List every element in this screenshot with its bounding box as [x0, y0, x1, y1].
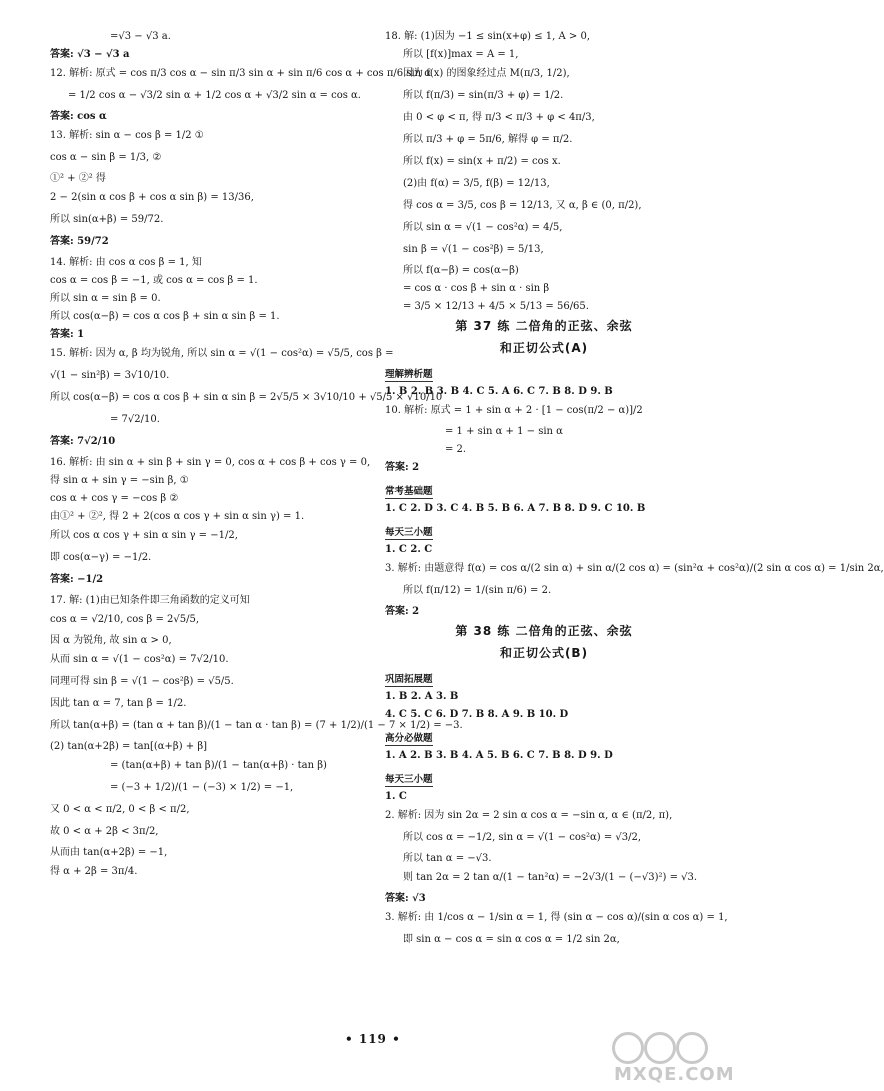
- text-line: 故 0 < α + 2β < 3π/2,: [50, 826, 159, 837]
- answer-line: 答案: 2: [385, 462, 420, 473]
- text-line: 3. 解析: 由 1/cos α − 1/sin α = 1, 得 (sin α − cos α)/(sin α cos α) = 1,: [385, 912, 728, 923]
- text-line: = (tan(α+β) + tan β)/(1 − tan(α+β) · tan β): [110, 760, 327, 771]
- right-column: [385, 30, 884, 954]
- text-line: 3. 解析: 由题意得 f(α) = cos α/(2 sin α) + sin α/(2 cos α) = (sin²α + cos²α)/(2 sin α cos α) = 1/sin 2α,: [385, 563, 884, 574]
- text-line: 因 α 为锐角, 故 sin α > 0,: [50, 635, 172, 646]
- text-line: 所以 [f(x)]max = A = 1,: [403, 49, 519, 60]
- answer-key-line: 1. C 2. C: [385, 544, 433, 555]
- text-line: 所以 sin(α+β) = 59/72.: [50, 214, 164, 225]
- page-number: • 119 •: [345, 1032, 401, 1046]
- text-line: 2. 解析: 因为 sin 2α = 2 sin α cos α = −sin α, α ∈ (π/2, π),: [385, 810, 673, 821]
- answer-key-line: 1. C: [385, 791, 407, 802]
- text-line: 所以 f(α−β) = cos(α−β): [403, 265, 519, 276]
- text-line: 即 sin α − cos α = sin α cos α = 1/2 sin 2α,: [403, 934, 620, 945]
- text-line: 所以 cos(α−β) = cos α cos β + sin α sin β = 2√5/5 × 3√10/10 + √5/5 × √10/10: [50, 392, 443, 403]
- subsection-heading: 理解辨析题: [385, 369, 433, 380]
- text-line: = 2.: [445, 444, 467, 455]
- text-line: cos α + cos γ = −cos β ②: [50, 493, 179, 504]
- subsection-heading: 每天三小题: [385, 527, 433, 538]
- text-line: = 1 + sin α + 1 − sin α: [445, 426, 563, 437]
- answer-line: 答案: 59/72: [50, 236, 109, 247]
- text-line: = 3/5 × 12/13 + 4/5 × 5/13 = 56/65.: [403, 301, 589, 312]
- text-line: 17. 解: (1)由已知条件即三角函数的定义可知: [50, 595, 250, 606]
- subsection-heading: 常考基础题: [385, 486, 433, 497]
- text-line: 由①² + ②², 得 2 + 2(cos α cos γ + sin α sin γ) = 1.: [50, 511, 305, 522]
- text-line: = (−3 + 1/2)/(1 − (−3) × 1/2) = −1,: [110, 782, 294, 793]
- text-line: 所以 tan(α+β) = (tan α + tan β)/(1 − tan α · tan β) = (7 + 1/2)/(1 − 7 × 1/2) = −3.: [50, 720, 463, 731]
- answer-line: 答案: 2: [385, 606, 420, 617]
- text-line: 同理可得 sin β = √(1 − cos²β) = √5/5.: [50, 676, 234, 687]
- text-line: √(1 − sin²β) = 3√10/10.: [50, 370, 170, 381]
- text-line: =√3 − √3 a.: [110, 31, 171, 42]
- text-line: 因为 f(x) 的图象经过点 M(π/3, 1/2),: [403, 68, 570, 79]
- answer-key-line: 1. B 2. B 3. B 4. C 5. A 6. C 7. B 8. D 9. B: [385, 386, 613, 397]
- section-title: 和正切公式(A): [499, 341, 589, 355]
- text-line: 又 0 < α < π/2, 0 < β < π/2,: [50, 804, 190, 815]
- text-line: cos α = √2/10, cos β = 2√5/5,: [50, 614, 200, 625]
- text-line: 10. 解析: 原式 = 1 + sin α + 2 · [1 − cos(π/2 − α)]/2: [385, 405, 643, 416]
- text-line: 所以 π/3 + φ = 5π/6, 解得 φ = π/2.: [403, 134, 573, 145]
- text-line: 得 cos α = 3/5, cos β = 12/13, 又 α, β ∈ (0, π/2),: [403, 200, 642, 211]
- text-line: 从而 sin α = √(1 − cos²α) = 7√2/10.: [50, 654, 229, 665]
- subsection-heading: 高分必做题: [385, 733, 433, 744]
- text-line: sin β = √(1 − cos²β) = 5/13,: [403, 244, 544, 255]
- text-line: 所以 f(π/3) = sin(π/3 + φ) = 1/2.: [403, 90, 564, 101]
- text-line: 所以 tan α = −√3.: [403, 853, 492, 864]
- text-line: 14. 解析: 由 cos α cos β = 1, 知: [50, 257, 202, 268]
- answer-line: 答案: √3 − √3 a: [50, 49, 130, 60]
- text-line: 18. 解: (1)因为 −1 ≤ sin(x+φ) ≤ 1, A > 0,: [385, 31, 590, 42]
- text-line: 因此 tan α = 7, tan β = 1/2.: [50, 698, 187, 709]
- section-title: 第 38 练 二倍角的正弦、余弦: [455, 624, 633, 638]
- watermark-ring-icon: [612, 1032, 644, 1064]
- section-title: 和正切公式(B): [499, 646, 589, 660]
- text-line: ①² + ②² 得: [50, 173, 106, 184]
- text-line: 得 sin α + sin γ = −sin β, ①: [50, 475, 189, 486]
- text-line: 15. 解析: 因为 α, β 均为锐角, 所以 sin α = √(1 − cos²α) = √5/5, cos β =: [50, 348, 394, 359]
- text-line: = cos α · cos β + sin α · sin β: [403, 283, 550, 294]
- answer-line: 答案: −1/2: [50, 574, 104, 585]
- subsection-heading: 巩固拓展题: [385, 674, 433, 685]
- text-line: 16. 解析: 由 sin α + sin β + sin γ = 0, cos α + cos β + cos γ = 0,: [50, 457, 371, 468]
- text-line: 所以 cos α cos γ + sin α sin γ = −1/2,: [50, 530, 238, 541]
- text-line: 从而由 tan(α+2β) = −1,: [50, 847, 168, 858]
- text-line: = 1/2 cos α − √3/2 sin α + 1/2 cos α + √3/2 sin α = cos α.: [68, 90, 361, 101]
- watermark-logo: [612, 1030, 740, 1088]
- answer-line: 答案: cos α: [50, 111, 107, 122]
- text-line: 所以 sin α = √(1 − cos²α) = 4/5,: [403, 222, 563, 233]
- text-line: cos α = cos β = −1, 或 cos α = cos β = 1.: [50, 275, 258, 286]
- text-line: 13. 解析: sin α − cos β = 1/2 ①: [50, 130, 204, 141]
- text-line: 得 α + 2β = 3π/4.: [50, 866, 138, 877]
- text-line: (2)由 f(α) = 3/5, f(β) = 12/13,: [403, 178, 550, 189]
- text-line: 由 0 < φ < π, 得 π/3 < π/3 + φ < 4π/3,: [403, 112, 595, 123]
- text-line: 所以 cos(α−β) = cos α cos β + sin α sin β = 1.: [50, 311, 280, 322]
- text-line: cos α − sin β = 1/3, ②: [50, 152, 162, 163]
- watermark-ring-icon: [676, 1032, 708, 1064]
- answer-key-line: 1. B 2. A 3. B: [385, 691, 459, 702]
- answer-line: 答案: 7√2/10: [50, 436, 116, 447]
- text-line: = 7√2/10.: [110, 414, 160, 425]
- answer-key-line: 1. A 2. B 3. B 4. A 5. B 6. C 7. B 8. D 9. D: [385, 750, 613, 761]
- answer-line: 答案: √3: [385, 893, 426, 904]
- answer-line: 答案: 1: [50, 329, 85, 340]
- text-line: (2) tan(α+2β) = tan[(α+β) + β]: [50, 741, 208, 752]
- text-line: 所以 f(x) = sin(x + π/2) = cos x.: [403, 156, 561, 167]
- watermark-text: MXQE.COM: [614, 1064, 735, 1085]
- subsection-heading: 每天三小题: [385, 774, 433, 785]
- answer-key-line: 4. C 5. C 6. D 7. B 8. A 9. B 10. D: [385, 709, 569, 720]
- watermark-ring-icon: [644, 1032, 676, 1064]
- text-line: 所以 f(π/12) = 1/(sin π/6) = 2.: [403, 585, 552, 596]
- text-line: 12. 解析: 原式 = cos π/3 cos α − sin π/3 sin α + sin π/6 cos α + cos π/6 sin α: [50, 68, 432, 79]
- text-line: 则 tan 2α = 2 tan α/(1 − tan²α) = −2√3/(1 − (−√3)²) = √3.: [403, 872, 698, 883]
- text-line: 即 cos(α−γ) = −1/2.: [50, 552, 152, 563]
- text-line: 所以 sin α = sin β = 0.: [50, 293, 161, 304]
- text-line: 所以 cos α = −1/2, sin α = √(1 − cos²α) = √3/2,: [403, 832, 642, 843]
- answer-key-line: 1. C 2. D 3. C 4. B 5. B 6. A 7. B 8. D 9. C 10. B: [385, 503, 646, 514]
- section-title: 第 37 练 二倍角的正弦、余弦: [455, 319, 633, 333]
- text-line: 2 − 2(sin α cos β + cos α sin β) = 13/36,: [50, 192, 254, 203]
